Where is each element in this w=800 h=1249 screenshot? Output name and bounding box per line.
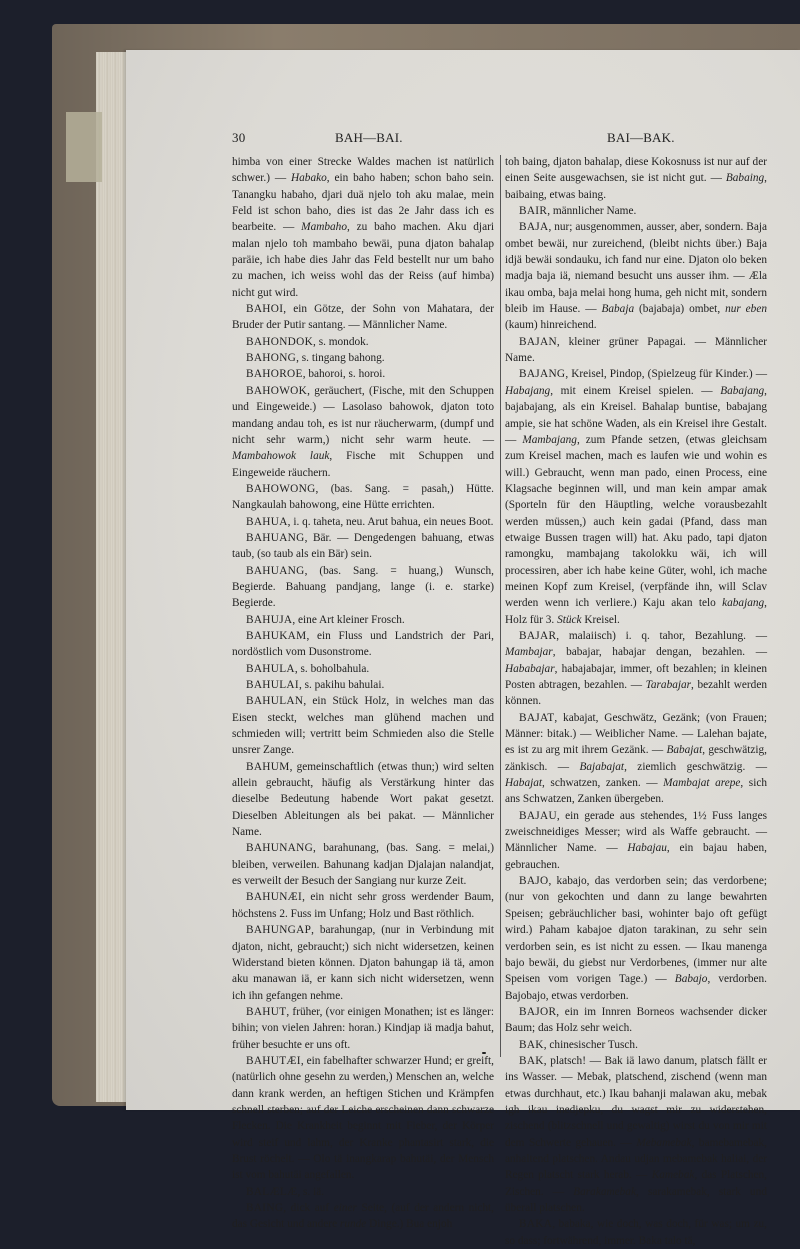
italic-term: Babaing <box>725 172 765 185</box>
entry-text: , s. pakihu bahulai. <box>298 679 385 691</box>
entry-text: , malaiisch) i. q. tahor, Bezahlung. — <box>556 629 767 642</box>
headword: BAHUA <box>246 515 288 528</box>
entry-text: , das Platschen, Zischen. — <box>505 1169 767 1198</box>
entry-text: , bamebamebak, anhaltend platschen. Andau udjan mebamebak haliai, der Regen platscht stark herab. — <box>505 1136 767 1182</box>
entry-text: (bajabaja) ombet, <box>634 303 726 316</box>
entry-text: , babaka, wie doch, was doch, für was; um zu, so dass; fortwährend, immer. Baka talo tä, <box>505 1218 767 1247</box>
dictionary-entry <box>232 366 494 382</box>
headword: BAHUANG <box>246 531 305 544</box>
italic-term: Hababajar <box>505 662 555 675</box>
headword: BAHOWONG <box>246 482 316 495</box>
dictionary-entry <box>505 710 767 808</box>
running-head-left: BAH—BAI. <box>335 130 403 145</box>
dictionary-entry <box>505 1004 767 1037</box>
dictionary-entry <box>232 922 494 1004</box>
italic-term: kabajang <box>722 597 765 610</box>
dictionary-entry <box>232 514 494 530</box>
entry-text: , babajar, habajar dengan, bezahlen. — <box>552 646 767 659</box>
headword: BAHUANG <box>246 564 305 577</box>
entry-text: , ein bajau haben, gebrauchen. <box>505 842 767 871</box>
entry-text: , zu baho machen. Aku djari malan njelo toh mambaho bewäi, puna djaton bahalap paräie, ich habe dies Jahr das Feld bestellt nur um baho zu machen, ich weiss wohl das der Reiss (auf himba) nicht gut wird. <box>232 221 494 299</box>
entry-text: , i. q. taheta, neu. Arut bahua, ein neues Boot. <box>287 515 494 528</box>
headword: BAJAN <box>519 335 557 348</box>
headword: BAIR <box>519 205 548 218</box>
dictionary-entry <box>232 693 494 758</box>
dictionary-entry <box>232 383 494 481</box>
italic-term: Mambaho <box>301 221 347 234</box>
entry-text: (kaum) hinreichend. <box>505 319 597 332</box>
headword: BAHONDOK <box>246 335 314 348</box>
entry-text: , (bas. Sang. = pasah,) Hütte. Nangkaulah bahowong, eine Hütte errichten. <box>232 482 494 512</box>
entry-text: , baibaing, etwas baing. <box>505 172 767 201</box>
italic-term: runde <box>339 1218 367 1231</box>
headword: BAHULAN <box>246 695 304 708</box>
italic-term: einer <box>333 1202 357 1214</box>
entry-text: , dick auf <box>283 1202 334 1214</box>
dictionary-entry <box>505 334 767 367</box>
entry-text: , Bär. — Dengedengen bahuang, etwas taub, (so taub als ein Bär) sein. <box>232 531 494 561</box>
dictionary-entry <box>232 1053 494 1184</box>
dictionary-entry <box>232 628 494 661</box>
italic-term: Tarabajar <box>645 679 692 691</box>
entry-text: , sich ans Schwatzen, Zanken übergeben. <box>505 777 767 806</box>
italic-term: Babaja <box>601 303 635 316</box>
dictionary-entry <box>505 628 767 710</box>
headword: BAK <box>519 1054 544 1067</box>
headword: BAHUT <box>246 1005 287 1018</box>
italic-term: Mambajat arepe <box>663 777 741 790</box>
dictionary-entry <box>232 661 494 677</box>
dictionary-entry <box>232 530 494 563</box>
dictionary-entry <box>505 873 767 1004</box>
italic-term: Habajau <box>627 842 667 855</box>
dictionary-entry <box>232 1004 494 1053</box>
dictionary-entry <box>232 840 494 889</box>
entry-text: , bajabajang, als ein Kreisel. Bahalap buntise, babajang ampie, sie hat schöne Waden, als ein Kreisel ihre Gestalt. — <box>505 384 767 446</box>
entry-text: , habajabajar, immer, oft bezahlen; in kleinen Posten abtragen, bezahlen. — <box>505 662 767 691</box>
dictionary-entry <box>505 366 767 628</box>
entry-text: , ein Götze, der Sohn von Mahatara, der Bruder der Putir santang. — Männlicher Name. <box>232 303 494 332</box>
entry-text: toh baing, djaton bahalap, diese Kokosnuss ist nur auf der einen Seite ausgewachsen, sie ist nicht gut. — <box>505 156 767 185</box>
headword: BAJANG <box>519 368 566 381</box>
right-column <box>505 154 767 1249</box>
entry-text: , barahungap, (nur in Verbindung mit djaton, nicht, gebraucht;) sich nicht widersetzen, keinen Widerstand bieten können. Djaton bahungap iä tä, amon aku manawan iä, er kann sich nicht widersetzen, wenn ich ihn gefangen nehme. <box>232 924 494 1002</box>
dictionary-entry <box>505 1037 767 1053</box>
dictionary-entry <box>505 154 767 203</box>
headword: BAHULA <box>246 662 295 675</box>
entry-text: , verdorben. Bajobajo, etwas verdorben. <box>505 973 767 1002</box>
dictionary-entry <box>232 1184 494 1200</box>
italic-term: Mambahowok lauk <box>232 450 330 463</box>
headword: BAK <box>519 1038 544 1051</box>
headword: BAHUTÆI <box>246 1054 301 1067</box>
italic-term: Babajo <box>674 973 708 986</box>
entry-text: , mit einem Kreisel spielen. — <box>550 384 721 397</box>
entry-text: , ein im Innren Borneos wachsender dicker Baum; das Holz sehr weich. <box>505 1005 767 1035</box>
entry-text: , ein Stück Holz, in welches man das Eisen steckt, welches man glühend machen und schmieden will; vertritt beim Schmieden also die Stelle unsrer Zange. <box>232 695 494 757</box>
entry-text: , kleiner grüner Papagai. — Männlicher Name. <box>505 335 767 365</box>
dictionary-entry <box>232 481 494 514</box>
left-column <box>232 154 494 1233</box>
italic-term: Habajat <box>505 777 543 790</box>
italic-term: nur eben <box>725 303 767 316</box>
headword: BAJAT <box>519 711 555 724</box>
italic-term: Bajabajat <box>579 760 625 773</box>
dictionary-entry <box>505 808 767 873</box>
italic-term: Habajang <box>505 384 551 397</box>
entry-text: , kabajat, Geschwätz, Gezänk; (von Frauen; Männer: bitak.) — Weiblicher Name. — Lalehan bajate, es ist zu arg mit ihrem Gezänk. — <box>505 711 767 757</box>
dictionary-entry <box>232 1200 494 1233</box>
dictionary-entry <box>505 219 767 333</box>
entry-text: Dinge.) Bua enjoh <box>366 1218 453 1231</box>
ink-spot <box>482 1052 486 1054</box>
entry-text: , ein baho haben; schon baho sein. Tanangku habaho, djari duä njelo toh aku malae, mein Feld ist schon baho, dies ist das 2e Jahr dass ich es bearbeite. — <box>232 172 494 234</box>
entry-text: , geräuchert, (Fische, mit den Schuppen und Eingeweide.) — Lasolaso bahowok, djaton toto mandang andau toh, es ist nur räucherwarm, (dumpf und nicht sehr warm,) nicht sehr warm heute. — <box>232 384 494 446</box>
headword: BAJOR <box>519 1005 557 1018</box>
column-divider <box>500 155 501 1057</box>
dictionary-entry <box>232 677 494 693</box>
italic-term: Babajat <box>666 744 703 757</box>
repair-tape <box>66 112 102 182</box>
headword: BAJAR <box>519 629 557 642</box>
entry-text: , ein Fluss und Landstrich der Pari, nordöstlich vom Dusonstrome. <box>232 629 494 659</box>
dictionary-entry <box>232 350 494 366</box>
entry-text: , geschwätzig, zänkisch. — <box>505 744 768 773</box>
headword: BAHUM <box>246 760 290 773</box>
entry-text: , bahoroi, s. horoi. <box>302 368 386 381</box>
italic-term: Stück <box>557 613 582 626</box>
headword: BAHUKAM <box>246 629 307 642</box>
entry-text: , nur; ausgenommen, ausser, aber, sondern. Baja ombet bewäi, nur zureichend, (bleibt nichts über.) Baja idjä bewäi sondauku, ich fand nur eine. Djaton olo beken madja baja iä, niemand besucht uns ausser ihm. — Æla ikau omba, baja melai hong huma, geh nicht mit, sondern bleib im Hause. — <box>505 221 767 316</box>
dictionary-entry <box>505 1216 767 1249</box>
dictionary-entry <box>505 1053 767 1216</box>
headword: BAHOWOK <box>246 384 308 397</box>
italic-term: Mebamebak <box>636 1136 692 1149</box>
italic-term: Mambajang <box>522 433 577 446</box>
entry-text: , barahunang, (bas. Sang. = melai,) bleiben, verweilen. Bahunang kadjan Djalajan nalandjat, es verweilt der Besuch der Sangiang nur kurze Zeit. <box>232 842 494 888</box>
entry-text: , kabajo, das verdorben sein; das verdorbene; (nur von gekochten und dann zu lange bewahrten Speisen; gebräuchlicher basi, wohinter bajo oft gefügt wird.) Paham kabajoe djaton tarakinan, zu sehr sein verdorben sein, es ist nicht zu essen. — Ikau manenga bajo bewäi, du giebst nur Verdorbenes, (immer nur alte Speisen vom vorigen Tage.) — <box>505 875 767 986</box>
dictionary-entry <box>232 612 494 628</box>
entry-text: , platsch! — Bak iä lawo danum, platsch fällt er ins Wasser. — Mebak, platschend, zischend (wenn man etwas durchhaut, etc.) Ikau bahanji malawan aku, mebak igh ikau inedjepku, du wagst mir zu widerstehen, zischend (blitzschnell und gewaltig) wirst du von mir mit dem Schwerte gehauen. — <box>505 1054 767 1149</box>
dictionary-entry <box>505 203 767 219</box>
entry-text: Kreisel. <box>581 613 620 626</box>
headword: BAHULAI <box>246 679 299 691</box>
dictionary-entry <box>232 334 494 350</box>
entry-text: Seite, (auf der andern nicht, das Gesicht und andere <box>232 1202 494 1231</box>
entry-text: , sarakamebak, stark und überall platschen. <box>505 1185 767 1214</box>
italic-term: Mambajar <box>505 646 553 659</box>
entry-text: , männlicher Name. <box>547 205 637 218</box>
headword: BAHUJA <box>246 613 293 626</box>
entry-text: , früher, (vor einigen Monathen; ist es länger: bihin; von vielen Jahren: horan.) Kindjap iä madja bahut, früher besuchte er uns oft. <box>232 1005 494 1051</box>
dictionary-entry <box>232 889 494 922</box>
page-number: 30 <box>232 130 246 145</box>
headword: BAHUNÆI <box>246 891 303 904</box>
entry-text: , chinesischer Tusch. <box>543 1038 638 1051</box>
headword: BAHONG <box>246 352 297 365</box>
headword: BAING <box>246 1202 284 1214</box>
entry-text: , schwatzen, zanken. — <box>542 777 664 790</box>
entry-text: , bezahlt werden können. <box>505 679 767 708</box>
entry-text: , (bas. Sang. = huang,) Wunsch, Begierde. Bahuang pandjang, lange (i. e. starke) Begierde. <box>232 564 494 610</box>
headword: BAJO <box>519 875 549 888</box>
entry-text: , Holz für 3. <box>505 597 767 626</box>
headword: BAHUNANG <box>246 842 314 855</box>
headword: BAHOROE <box>246 368 303 381</box>
entry-text: , s. iä. <box>297 1185 325 1198</box>
dictionary-entry <box>232 154 494 301</box>
entry-text: , gemeinschaftlich (etwas thun;) wird selten allein gebraucht, häufig als Verstärkung hinter das dieselbe Bedeutung habende Wort pakat gesetzt. Dieselben Ableitungen als bei pakat. — Männlicher Name. <box>232 760 494 839</box>
italic-term: Barakamebak <box>573 1185 636 1198</box>
entry-text: , ein gerade aus stehendes, 1½ Fuss langes zweischneidiges Messer; wird als Waffe gebraucht. — Männlicher Name. — <box>505 809 767 855</box>
entry-text: , ziemlich geschwätzig. — <box>624 760 767 773</box>
italic-term: Kamebak <box>651 1169 695 1182</box>
entry-text: , Fische mit Schuppen und Eingeweide räuchern. <box>232 450 494 479</box>
running-head-right: BAI—BAK. <box>607 130 675 145</box>
dictionary-entry <box>232 563 494 612</box>
headword: BAHOI <box>246 303 284 316</box>
headword: BAJA <box>519 221 549 234</box>
entry-text: , s. tingang bahong. <box>296 352 385 365</box>
entry-text: , zum Pfande setzen, (etwas gleichsam zum Kreisel machen, mach es laufen wie und wohin es will.) Gebraucht, wenn man pado, einen Process, eine Klagsache beginnen will, und man kein ampar amak (Sporteln für den Häuptling, welche vorausbezahlt werden müssen,) auch kein gadai (Pfand, dass man etwaige Bussen tragen will) hat. Aku pado, tapi djaton ramongku, mambajang takolokku wäi, ich will processiren, aber ich habe keine Güter, wohl, ich mache meinen Kopf zum Kreisel, (verpfände ihn, will Sclav werden wenn ich verliere.) Kaju akan telo <box>505 433 767 610</box>
italic-term: Babajang <box>720 384 765 397</box>
entry-text: , eine Art kleiner Frosch. <box>292 613 405 626</box>
entry-text: , s. mondok. <box>313 335 369 348</box>
italic-term: Habako <box>290 172 327 185</box>
headword: BAJAU <box>519 809 557 822</box>
entry-text: himba von einer Strecke Waldes machen ist natürlich schwer.) — <box>232 156 494 185</box>
entry-text: , ein nicht sehr gross werdender Baum, höchstens 2. Fuss im Unfang; Holz und Bast röthlich. <box>232 891 494 920</box>
headword: BALÆLÆ <box>246 1185 298 1198</box>
entry-text: , s. boholbahula. <box>294 662 370 675</box>
entry-text: , ein fabelhafter schwarzer Hund; er greift, (natürlich ohne gesehn zu werden,) Menschen an, welche dann krank werden, an heftigen Stichen und Krämpfen schnell sterben; auf der Leiche erscheinen dann schwarze Flecken. Die Krankheit beginnt mit Fieber, der Körper wird steif und lahm, der Kranke phantasirt stark, die Brust röchelt. — Olo tä inangkarap bahutäi, der Mensch ist vom bahutäi angefallen. <box>232 1054 494 1182</box>
entry-text: , Kreisel, Pindop, (Spielzeug für Kinder.) — <box>565 368 767 381</box>
dictionary-entry <box>232 759 494 841</box>
headword: BAHUNGAP <box>246 924 312 937</box>
dictionary-entry <box>232 301 494 334</box>
headword: BAKA <box>519 1218 553 1231</box>
